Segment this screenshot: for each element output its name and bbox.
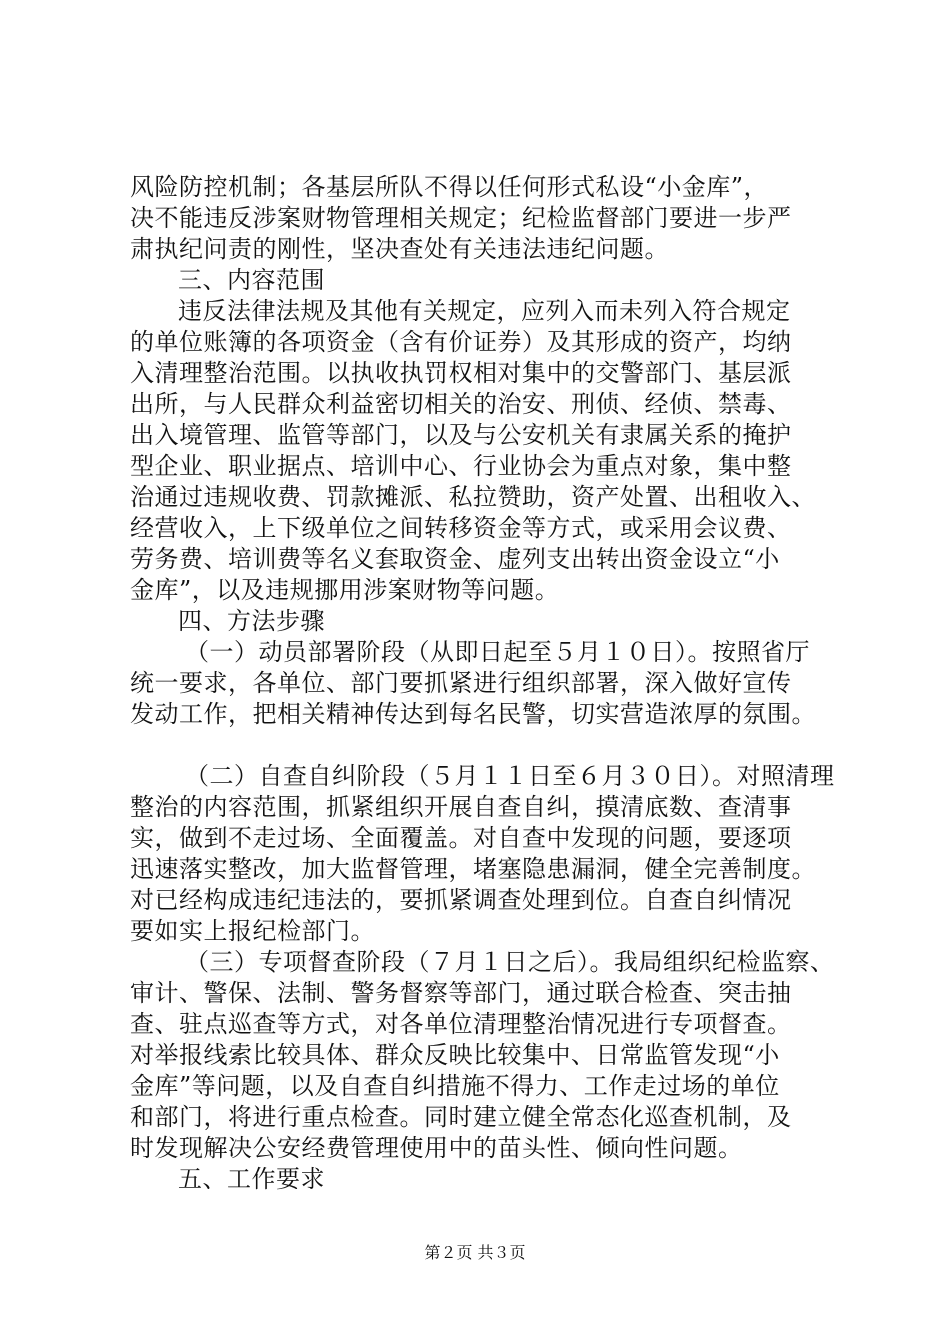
section-heading: 五、工作要求 — [178, 1165, 325, 1193]
body-line: 金库”，以及违规挪用涉案财物等问题。 — [130, 576, 560, 604]
body-line: 统一要求，各单位、部门要抓紧进行组织部署，深入做好宣传 — [130, 669, 792, 697]
body-line: 劳务费、培训费等名义套取资金、虚列支出转出资金设立“小 — [130, 545, 780, 573]
body-line: 对举报线索比较具体、群众反映比较集中、日常监管发现“小 — [130, 1041, 780, 1069]
body-line: 的单位账簿的各项资金（含有价证券）及其形成的资产，均纳 — [130, 328, 792, 356]
body-line: 对已经构成违纪违法的，要抓紧调查处理到位。自查自纠情况 — [130, 886, 792, 914]
body-line: 风险防控机制；各基层所队不得以任何形式私设“小金库”， — [130, 173, 769, 201]
body-line: 治通过违规收费、罚款摊派、私拉赞助，资产处置、出租收入、 — [130, 483, 816, 511]
body-line: 入清理整治范围。以执收执罚权相对集中的交警部门、基层派 — [130, 359, 792, 387]
body-line: 迅速落实整改，加大监督管理，堵塞隐患漏洞，健全完善制度。 — [130, 855, 816, 883]
body-line: 要如实上报纪检部门。 — [130, 917, 375, 945]
body-line: 和部门，将进行重点检查。同时建立健全常态化巡查机制，及 — [130, 1103, 792, 1131]
section-heading: 三、内容范围 — [178, 266, 325, 294]
document-body — [130, 172, 835, 1195]
body-line: （二）自查自纠阶段（５月１１日至６月３０日）。对照清理 — [185, 762, 835, 790]
body-line: 金库”等问题，以及自查自纠措施不得力、工作走过场的单位 — [130, 1072, 780, 1100]
paragraph-gap — [130, 730, 832, 761]
body-line: 出所，与人民群众利益密切相关的治安、刑侦、经侦、禁毒、 — [130, 390, 792, 418]
body-line: 型企业、职业据点、培训中心、行业协会为重点对象，集中整 — [130, 452, 792, 480]
body-line: 经营收入，上下级单位之间转移资金等方式，或采用会议费、 — [130, 514, 792, 542]
body-line: 违反法律法规及其他有关规定，应列入而未列入符合规定 — [178, 297, 791, 325]
body-line: 出入境管理、监管等部门，以及与公安机关有隶属关系的掩护 — [130, 421, 792, 449]
body-line: 发动工作，把相关精神传达到每名民警，切实营造浓厚的氛围。 — [130, 700, 816, 728]
body-line: 审计、警保、法制、警务督察等部门，通过联合检查、突击抽 — [130, 979, 792, 1007]
body-line: 时发现解决公安经费管理使用中的苗头性、倾向性问题。 — [130, 1134, 743, 1162]
body-line: （三）专项督查阶段（７月１日之后）。我局组织纪检监察、 — [185, 948, 835, 976]
body-line: 整治的内容范围，抓紧组织开展自查自纠，摸清底数、查清事 — [130, 793, 792, 821]
body-line: （一）动员部署阶段（从即日起至５月１０日）。按照省厅 — [185, 638, 810, 666]
body-line: 肃执纪问责的刚性，坚决查处有关违法违纪问题。 — [130, 235, 669, 263]
section-heading: 四、方法步骤 — [178, 607, 325, 635]
body-line: 决不能违反涉案财物管理相关规定；纪检监督部门要进一步严 — [130, 204, 792, 232]
page-number-footer: 第２页 共３页 — [424, 1243, 526, 1262]
body-line: 查、驻点巡查等方式，对各单位清理整治情况进行专项督查。 — [130, 1010, 792, 1038]
body-line: 实，做到不走过场、全面覆盖。对自查中发现的问题，要逐项 — [130, 824, 792, 852]
